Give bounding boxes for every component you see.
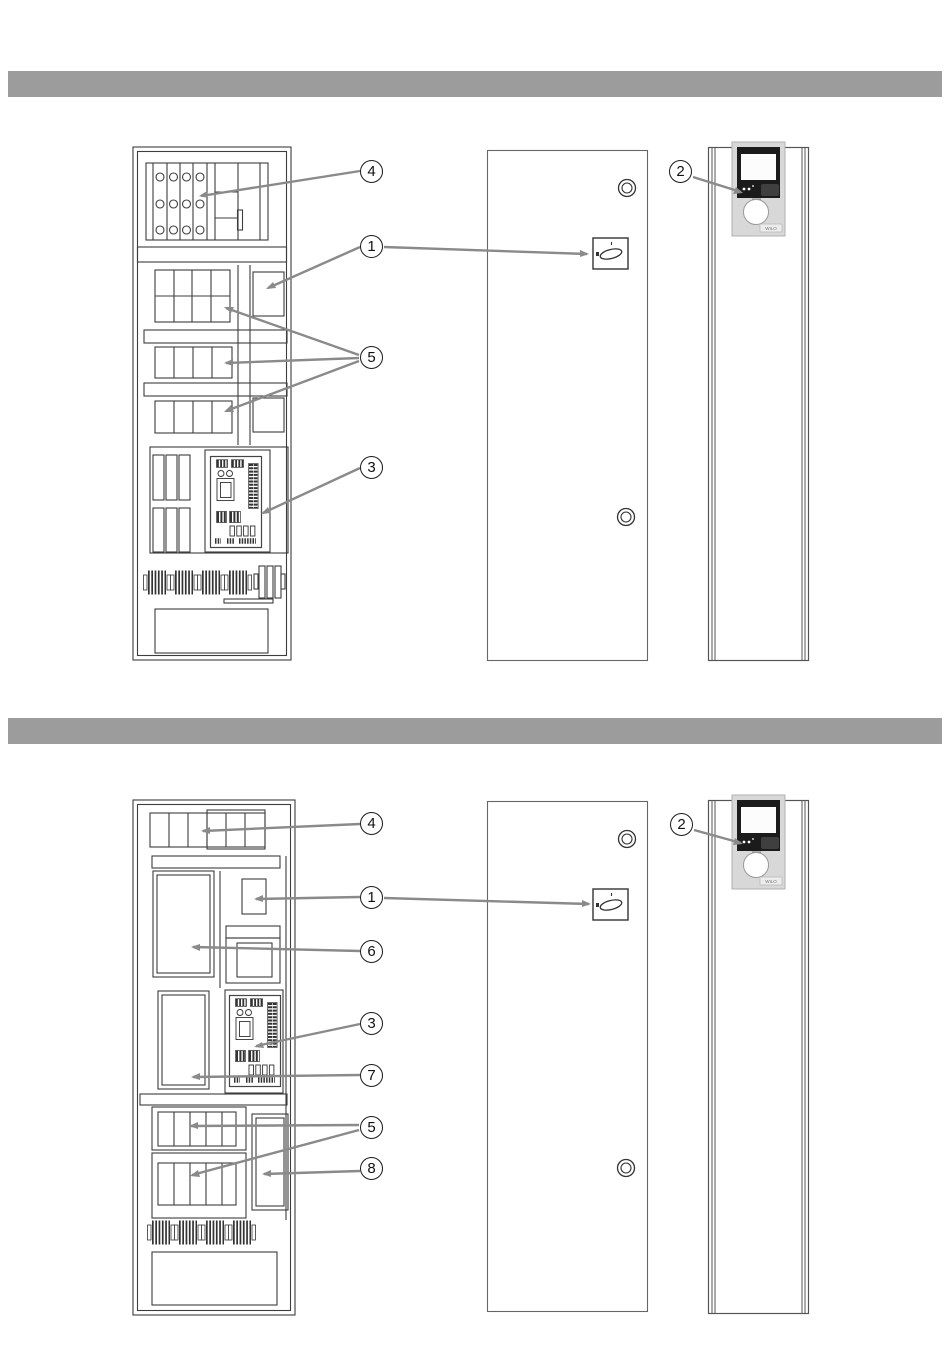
callout-4: 4 bbox=[360, 160, 383, 183]
section-header-bar-1 bbox=[8, 71, 942, 97]
cabinet-internal-view bbox=[133, 147, 291, 660]
filter-module-box bbox=[226, 926, 280, 983]
callout-3: 3 bbox=[360, 456, 383, 479]
choke-module-box bbox=[158, 991, 209, 1089]
aux-module-box bbox=[253, 398, 284, 432]
relay-group bbox=[153, 455, 190, 552]
callout-1: 1 bbox=[360, 235, 383, 258]
contactor-box-2 bbox=[152, 1153, 246, 1218]
callout-4: 4 bbox=[360, 812, 383, 835]
door-view-2 bbox=[488, 802, 648, 1312]
frequency-converter-box bbox=[153, 871, 214, 977]
side-view-1 bbox=[709, 142, 809, 661]
callout-6: 6 bbox=[360, 940, 383, 963]
terminal-block-right bbox=[254, 566, 285, 598]
cable-entry-box bbox=[155, 609, 268, 653]
callout-5: 5 bbox=[360, 346, 383, 369]
figure2-cabinet-drawing bbox=[120, 788, 820, 1323]
contactor-box-2 bbox=[155, 347, 232, 378]
right-module-box bbox=[252, 1114, 288, 1210]
callout-2: 2 bbox=[669, 160, 692, 183]
callout-7: 7 bbox=[360, 1064, 383, 1087]
figure1-cabinet-drawing bbox=[120, 140, 820, 670]
cable-entry-box bbox=[152, 1252, 277, 1305]
contactor-box-3 bbox=[155, 401, 232, 433]
cabinet-internal-view bbox=[133, 800, 295, 1315]
callout-2: 2 bbox=[670, 813, 693, 836]
callout-5: 5 bbox=[360, 1116, 383, 1139]
callout-1: 1 bbox=[360, 886, 383, 909]
section-header-bar-2 bbox=[8, 718, 942, 744]
aux-module-box bbox=[253, 272, 284, 316]
side-view-2 bbox=[709, 795, 809, 1314]
callout-3: 3 bbox=[360, 1012, 383, 1035]
contactor-box-1 bbox=[152, 1107, 246, 1150]
callout-8: 8 bbox=[360, 1157, 383, 1180]
circuit-breaker-row bbox=[146, 163, 268, 240]
door-view-1 bbox=[488, 151, 648, 661]
contactor-box-1 bbox=[155, 270, 230, 322]
